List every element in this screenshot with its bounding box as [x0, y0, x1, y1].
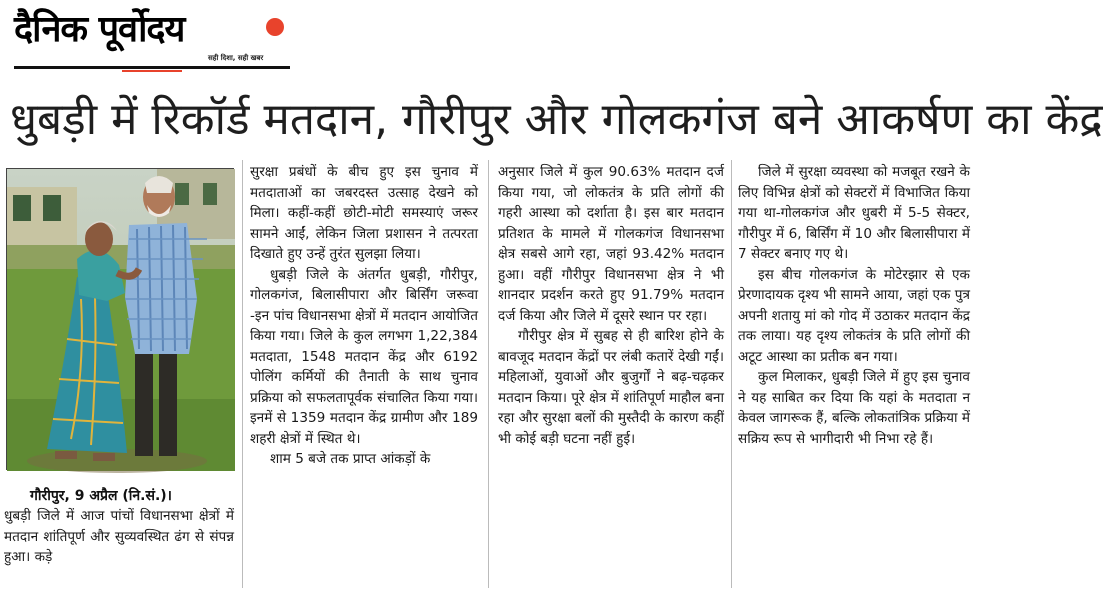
article-paragraph: जिले में सुरक्षा व्यवस्था को मजबूत रखने के लिए विभिन्न क्षेत्रों को सेक्टरों में विभाजित किया गया था-गोलकगंज और धुबरी में 5-5 सेक्टर, गौरीपुर में 6, बिर्सिंग में 10 और बिलासीपारा में 7 सेक्टर बनाए गए थे। — [738, 164, 970, 262]
article-column-1 — [4, 506, 234, 586]
headline: धुबड़ी में रिकॉर्ड मतदान, गौरीपुर और गोलकगंज बने आकर्षण का केंद्र — [10, 94, 1103, 145]
masthead-rule — [14, 66, 290, 69]
photo-elderly-voters — [7, 169, 235, 471]
caption-dateline: गौरीपुर, 9 अप्रैल (नि.सं.)। — [30, 488, 172, 504]
article-paragraph: गौरीपुर क्षेत्र में सुबह से ही बारिश होने के बावजूद मतदान केंद्रों पर लंबी कतारें देखी गईं। महिलाओं, युवाओं और बुजुर्गों ने बढ़-चढ़कर मतदान किया। पूरे क्षेत्र में शांतिपूर्ण माहौल बना रहा और सुरक्षा बलों की मुस्तैदी के कारण कहीं भी कोई बड़ी घटना नहीं हुई। — [498, 328, 724, 447]
article-paragraph: इस बीच गोलकगंज के मोटेरझार से एक प्रेरणादायक दृश्य भी सामने आया, जहां एक पुत्र अपनी शतायु मां को गोद में उठाकर मतदान केंद्र तक लाया। यह दृश्य लोकतंत्र के प्रति लोगों की अटूट आस्था का प्रतीक बन गया। — [738, 266, 970, 365]
article-paragraph: धुबड़ी जिले के अंतर्गत धुबड़ी, गौरीपुर, गोलकगंज, बिलासीपारा और बिर्सिंग जरूवा -इन पांच विधानसभा क्षेत्रों में मतदान आयोजित किया गया। जिले के कुल लगभग 1,22,384 मतदाता, 1548 मतदान केंद्र और 6192 पोलिंग कर्मियों की तैनाती के साथ चुनाव प्रक्रिया को सफलतापूर्वक संचालित किया गया। इनमें से 1359 मतदान केंद्र ग्रामीण और 189 शहरी क्षेत्रों में स्थित थे। — [250, 266, 478, 447]
article-column-4 — [738, 162, 970, 587]
masthead-tagline: सही दिशा, सही खबर — [208, 54, 264, 62]
news-photo — [6, 168, 234, 470]
column-divider — [731, 160, 732, 588]
masthead-accent-rule — [122, 70, 182, 72]
column-divider — [242, 160, 243, 588]
column-divider — [488, 160, 489, 588]
article-paragraph: सुरक्षा प्रबंधों के बीच हुए इस चुनाव में मतदाताओं का जबरदस्त उत्साह देखने को मिला। कहीं-कहीं छोटी-मोटी समस्याएं जरूर सामने आईं, लेकिन जिला प्रशासन ने तत्परता दिखाते हुए उन्हें तुरंत सुलझा लिया। — [250, 164, 478, 262]
article-paragraph: धुबड़ी जिले में आज पांचों विधानसभा क्षेत्रों में मतदान शांतिपूर्ण और सुव्यवस्थित ढंग से संपन्न हुआ। कड़े — [4, 508, 234, 565]
article-paragraph: कुल मिलाकर, धुबड़ी जिले में हुए इस चुनाव ने यह साबित कर दिया कि यहां के मतदाता न केवल जागरूक हैं, बल्कि लोकतांत्रिक प्रक्रिया में सक्रिय रूप से भागीदारी भी निभा रहे हैं। — [738, 369, 970, 447]
masthead — [8, 6, 294, 72]
masthead-title: दैनिक पूर्वोदय — [14, 9, 185, 50]
article-paragraph: शाम 5 बजे तक प्राप्त आंकड़ों के — [270, 451, 431, 467]
article-column-3 — [498, 162, 724, 587]
masthead-logo-dot — [266, 18, 284, 36]
article-paragraph: अनुसार जिले में कुल 90.63% मतदान दर्ज किया गया, जो लोकतंत्र के प्रति लोगों की गहरी आस्था को दर्शाता है। इस बार मतदान प्रतिशत के मामले में गोलकगंज विधानसभा क्षेत्र सबसे आगे रहा, जहां 93.42% मतदान हुआ। वहीं गौरीपुर विधानसभा क्षेत्र ने भी शानदार प्रदर्शन करते हुए 91.79% मतदान दर्ज किया और जिले में दूसरे स्थान पर रहा। — [498, 164, 724, 324]
article-column-2 — [250, 162, 478, 587]
